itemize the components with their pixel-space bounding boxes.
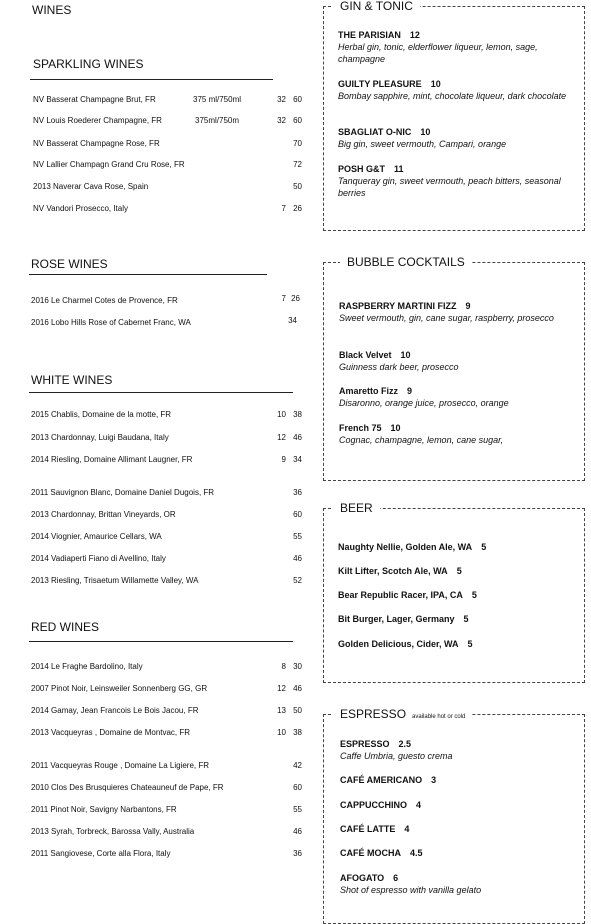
drink-price: 3 <box>431 775 437 785</box>
drink-item <box>338 127 430 137</box>
section-rule <box>29 274 267 275</box>
wine-name: 2011 Sauvignon Blanc, Domaine Daniel Dugois, FR <box>31 488 215 497</box>
wine-name: 2013 Naverar Cava Rose, Spain <box>33 182 149 191</box>
wine-name: 2016 Le Charmel Cotes de Provence, FR <box>31 296 178 305</box>
drink-item <box>338 639 473 649</box>
wine-name: 2013 Chardonnay, Brittan Vineyards, OR <box>31 510 176 519</box>
price-bottle: 42 <box>293 761 302 770</box>
price-bottle: 34 <box>293 455 302 464</box>
wine-name: 2010 Clos Des Brusquieres Chateauneuf de Pape, FR <box>31 783 224 792</box>
price-glass: 9 <box>281 455 286 464</box>
wine-name: 2013 Vacqueyras , Domaine de Montvac, FR <box>31 728 191 737</box>
drink-item <box>339 423 401 433</box>
price-bottle: 46 <box>293 827 302 836</box>
price-bottle: 26 <box>291 294 300 303</box>
drink-price: 10 <box>390 423 401 433</box>
drink-price: 5 <box>467 639 473 649</box>
drink-price: 6 <box>393 873 399 883</box>
price-bottle: 26 <box>293 204 302 213</box>
box-title-gin-tonic: GIN & TONIC <box>333 0 420 13</box>
price-bottle: 46 <box>293 433 302 442</box>
drink-price: 9 <box>407 386 413 396</box>
drink-desc: Herbal gin, tonic, elderflower liqueur, lemon, sage, champagne <box>338 42 538 64</box>
price-bottle: 38 <box>293 410 302 419</box>
drink-item <box>338 79 441 89</box>
price-bottle: 60 <box>293 510 302 519</box>
drink-price: 10 <box>430 79 441 89</box>
drink-name: RASPBERRY MARTINI FIZZ <box>339 301 457 311</box>
wine-name: NV Vandori Prosecco, Italy <box>33 204 129 213</box>
drink-item <box>338 30 420 40</box>
price-bottle: 70 <box>293 139 302 148</box>
price-bottle: 38 <box>293 728 302 737</box>
drink-item <box>338 566 462 576</box>
drink-desc: Disaronno, orange juice, prosecco, orange <box>339 398 509 408</box>
drink-price: 2.5 <box>398 739 412 749</box>
drink-name: CAPPUCCHINO <box>340 800 408 810</box>
drink-price: 12 <box>409 30 420 40</box>
wine-name: 2013 Syrah, Torbreck, Barossa Vally, Australia <box>31 827 195 836</box>
drink-item <box>340 739 411 749</box>
drink-price: 10 <box>420 127 431 137</box>
drink-price: 5 <box>456 566 462 576</box>
drink-price: 5 <box>481 542 487 552</box>
price-glass: 7 <box>281 204 286 213</box>
drink-item <box>340 824 409 834</box>
drink-name: THE PARISIAN <box>338 30 401 40</box>
section-title-white: WHITE WINES <box>31 373 113 387</box>
drink-price: 4 <box>404 824 410 834</box>
section-rule <box>30 79 273 80</box>
drink-item <box>340 873 398 883</box>
drink-name: CAFÉ MOCHA <box>340 848 401 858</box>
price-bottle: 30 <box>293 662 302 671</box>
wine-name: 2014 Viognier, Amaurice Cellars, WA <box>31 532 162 541</box>
wine-size: 375ml/750m <box>195 116 240 125</box>
drink-name: Black Velvet <box>339 350 392 360</box>
price-bottle: 36 <box>293 488 302 497</box>
section-title-red: RED WINES <box>31 620 100 634</box>
section-rule <box>29 641 293 642</box>
drink-price: 5 <box>463 614 469 624</box>
drink-item <box>338 590 477 600</box>
drink-name: French 75 <box>339 423 382 433</box>
price-bottle: 36 <box>293 849 302 858</box>
price-bottle: 55 <box>293 532 302 541</box>
wine-name: 2014 Vadiaperti Fiano di Avellino, Italy <box>31 554 166 563</box>
drink-price: 9 <box>465 301 471 311</box>
price-glass: 10 <box>277 728 286 737</box>
price-bottle: 60 <box>293 116 302 125</box>
drink-desc: Guinness dark beer, prosecco <box>339 362 459 372</box>
drink-name: Bit Burger, Lager, Germany <box>338 614 455 624</box>
drink-item <box>340 800 421 810</box>
drink-desc: Sweet vermouth, gin, cane sugar, raspberry, prosecco <box>339 313 554 323</box>
price-bottle: 55 <box>293 805 302 814</box>
price-bottle: 46 <box>293 554 302 563</box>
box-title-beer: BEER <box>333 501 380 515</box>
price-bottle: 50 <box>293 182 302 191</box>
price-glass: 7 <box>281 294 286 303</box>
wine-name: 2013 Chardonnay, Luigi Baudana, Italy <box>31 433 169 442</box>
drink-desc: Tanqueray gin, sweet vermouth, peach bitters, seasonal berries <box>338 176 561 198</box>
drink-name: Naughty Nellie, Golden Ale, WA <box>338 542 473 552</box>
wine-size: 375 ml/750ml <box>193 95 242 104</box>
drink-name: SBAGLIAT O-NIC <box>338 127 412 137</box>
wine-name: 2011 Sangiovese, Corte alla Flora, Italy <box>31 849 171 858</box>
drink-price: 5 <box>471 590 477 600</box>
wine-name: NV Basserat Champagne Brut, FR <box>33 95 156 104</box>
drink-item <box>339 301 471 311</box>
drink-price: 4.5 <box>410 848 423 858</box>
espresso-subtitle: available hot or cold <box>412 714 466 720</box>
price-glass: 8 <box>281 662 286 671</box>
drink-desc: Caffe Umbria, guesto crema <box>340 751 453 761</box>
price-glass: 32 <box>277 95 286 104</box>
price-glass: 13 <box>277 706 286 715</box>
drink-item <box>339 386 412 396</box>
section-title-sparkling: SPARKLING WINES <box>33 57 144 71</box>
price-bottle: 52 <box>293 576 302 585</box>
drink-desc: Cognac, champagne, lemon, cane sugar, <box>339 435 504 445</box>
price-bottle: 34 <box>288 316 297 325</box>
drink-item <box>340 775 436 785</box>
wine-name: NV Louis Roederer Champagne, FR <box>33 116 162 125</box>
drink-name: Amaretto Fizz <box>339 386 399 396</box>
drink-price: 11 <box>394 164 404 174</box>
drink-name: POSH G&T <box>338 164 386 174</box>
wine-name: 2014 Riesling, Domaine Allimant Laugner, FR <box>31 455 193 464</box>
drink-item <box>339 350 411 360</box>
price-glass: 10 <box>277 410 286 419</box>
drink-desc: Big gin, sweet vermouth, Campari, orange <box>338 139 507 149</box>
wine-name: 2016 Lobo Hills Rose of Cabernet Franc, WA <box>31 318 191 327</box>
wine-name: 2013 Riesling, Trisaetum Willamette Valley, WA <box>31 576 199 585</box>
wine-name: 2011 Pinot Noir, Savigny Narbantons, FR <box>31 805 177 814</box>
drink-desc: Shot of espresso with vanilla gelato <box>340 885 482 895</box>
drink-item <box>338 614 469 624</box>
drink-name: Kilt Lifter, Scotch Ale, WA <box>338 566 448 576</box>
price-glass: 32 <box>277 116 286 125</box>
price-bottle: 60 <box>293 95 302 104</box>
drink-name: Golden Delicious, Cider, WA <box>338 639 459 649</box>
drink-name: ESPRESSO <box>340 739 390 749</box>
page-title: WINES <box>32 3 72 17</box>
section-title-rose: ROSE WINES <box>31 257 108 271</box>
price-glass: 12 <box>277 684 286 693</box>
wine-name: 2014 Le Fraghe Bardolino, Italy <box>31 662 143 671</box>
box-title-espresso <box>333 707 472 721</box>
drink-name: GUILTY PLEASURE <box>338 79 422 89</box>
wine-name: NV Basserat Champagne Rose, FR <box>33 139 160 148</box>
price-glass: 12 <box>277 433 286 442</box>
drink-item <box>338 164 404 174</box>
section-rule <box>29 392 293 393</box>
drink-name: AFOGATO <box>340 873 385 883</box>
price-bottle: 50 <box>293 706 302 715</box>
drink-item <box>338 542 486 552</box>
box-title-bubble-cocktails: BUBBLE COCKTAILS <box>340 255 472 269</box>
price-bottle: 72 <box>293 160 302 169</box>
drink-name: Bear Republic Racer, IPA, CA <box>338 590 463 600</box>
wine-name: 2011 Vacqueyras Rouge , Domaine La Ligiere, FR <box>31 761 210 770</box>
drink-price: 4 <box>416 800 422 810</box>
wine-name: 2015 Chablis, Domaine de la motte, FR <box>31 410 172 419</box>
drink-price: 10 <box>400 350 411 360</box>
drink-item <box>340 848 423 858</box>
drink-name: CAFÉ LATTE <box>340 824 396 834</box>
wine-name: 2007 Pinot Noir, Leinsweiler Sonnenberg GG, GR <box>31 684 208 693</box>
price-bottle: 60 <box>293 783 302 792</box>
drink-name: CAFÉ AMERICANO <box>340 775 423 785</box>
espresso-title: ESPRESSO <box>340 707 407 721</box>
price-bottle: 46 <box>293 684 302 693</box>
wine-name: NV Lallier Champagn Grand Cru Rose, FR <box>33 160 185 169</box>
wine-name: 2014 Gamay, Jean Francois Le Bois Jacou, FR <box>31 706 199 715</box>
drink-desc: Bombay sapphire, mint, chocolate liqueur, dark chocolate <box>338 91 567 101</box>
